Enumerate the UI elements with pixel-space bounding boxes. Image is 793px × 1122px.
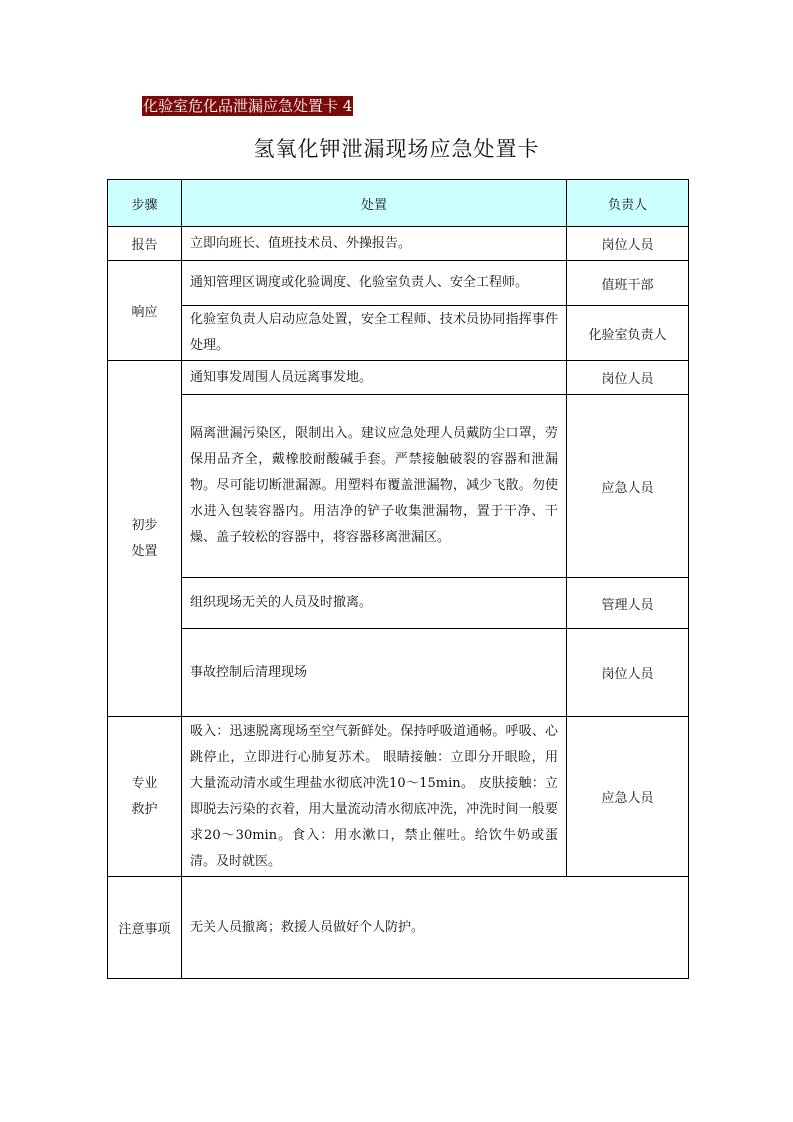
action-cell: 事故控制后清理现场	[182, 629, 567, 717]
action-cell: 立即向班长、值班技术员、外操报告。	[182, 227, 567, 261]
owner-cell: 岗位人员	[567, 361, 689, 395]
step-cell	[108, 717, 182, 877]
notes-cell: 无关人员撤离；救援人员做好个人防护。	[182, 877, 689, 979]
owner-cell: 值班干部	[567, 261, 689, 306]
action-cell: 吸入：迅速脱离现场至空气新鲜处。保持呼吸道通畅。呼吸、心跳停止，立即进行心肺复苏术。 眼睛接触：立即分开眼睑，用大量流动清水或生理盐水彻底冲洗10～15min。 皮肤接触：立即脱去污染的衣着，用大量流动清水彻底冲洗，冲洗时间一般要求20～30min。食入：用水漱口，禁止催吐。给饮牛奶或蛋清。及时就医。	[182, 717, 567, 877]
owner-cell: 管理人员	[567, 578, 689, 629]
owner-cell: 岗位人员	[567, 629, 689, 717]
table-row	[108, 361, 689, 395]
action-cell: 通知事发周围人员远离事发地。	[182, 361, 567, 395]
action-cell: 隔离泄漏污染区，限制出入。建议应急处理人员戴防尘口罩，劳保用品齐全，戴橡胶耐酸碱手套。严禁接触破裂的容器和泄漏物。尽可能切断泄漏源。用塑料布覆盖泄漏物，减少飞散。勿使水进入包装容器内。用洁净的铲子收集泄漏物，置于干净、干燥、盖子较松的容器中，将容器移离泄漏区。	[182, 395, 567, 578]
table-row	[108, 227, 689, 261]
header-action: 处置	[182, 180, 567, 227]
header-step: 步骤	[108, 180, 182, 227]
table-row	[108, 578, 689, 629]
emergency-procedure-table	[107, 179, 689, 979]
step-label-line2: 处置	[131, 543, 158, 559]
table-row	[108, 877, 689, 979]
owner-cell: 应急人员	[567, 717, 689, 877]
table-header-row	[108, 180, 689, 227]
step-label-line1: 初步	[131, 517, 158, 533]
table-row	[108, 395, 689, 578]
table-row	[108, 261, 689, 306]
step-label-line1: 专业	[131, 775, 158, 791]
page-title: 氢氧化钾泄漏现场应急处置卡	[253, 137, 540, 161]
table-row	[108, 717, 689, 877]
step-cell: 报告	[108, 227, 182, 261]
owner-cell: 岗位人员	[567, 227, 689, 261]
header-owner: 负责人	[567, 180, 689, 227]
action-cell: 组织现场无关的人员及时撤离。	[182, 578, 567, 629]
action-cell: 通知管理区调度或化验调度、化验室负责人、安全工程师。	[182, 261, 567, 306]
step-cell	[108, 361, 182, 717]
step-label-line2: 救护	[131, 801, 158, 817]
owner-cell: 应急人员	[567, 395, 689, 578]
owner-cell: 化验室负责人	[567, 306, 689, 361]
table-row	[108, 629, 689, 717]
action-cell: 化验室负责人启动应急处置，安全工程师、技术员协同指挥事件处理。	[182, 306, 567, 361]
step-cell: 注意事项	[108, 877, 182, 979]
step-cell: 响应	[108, 261, 182, 361]
table-row	[108, 306, 689, 361]
document-banner: 化验室危化品泄漏应急处置卡 4	[143, 97, 353, 115]
